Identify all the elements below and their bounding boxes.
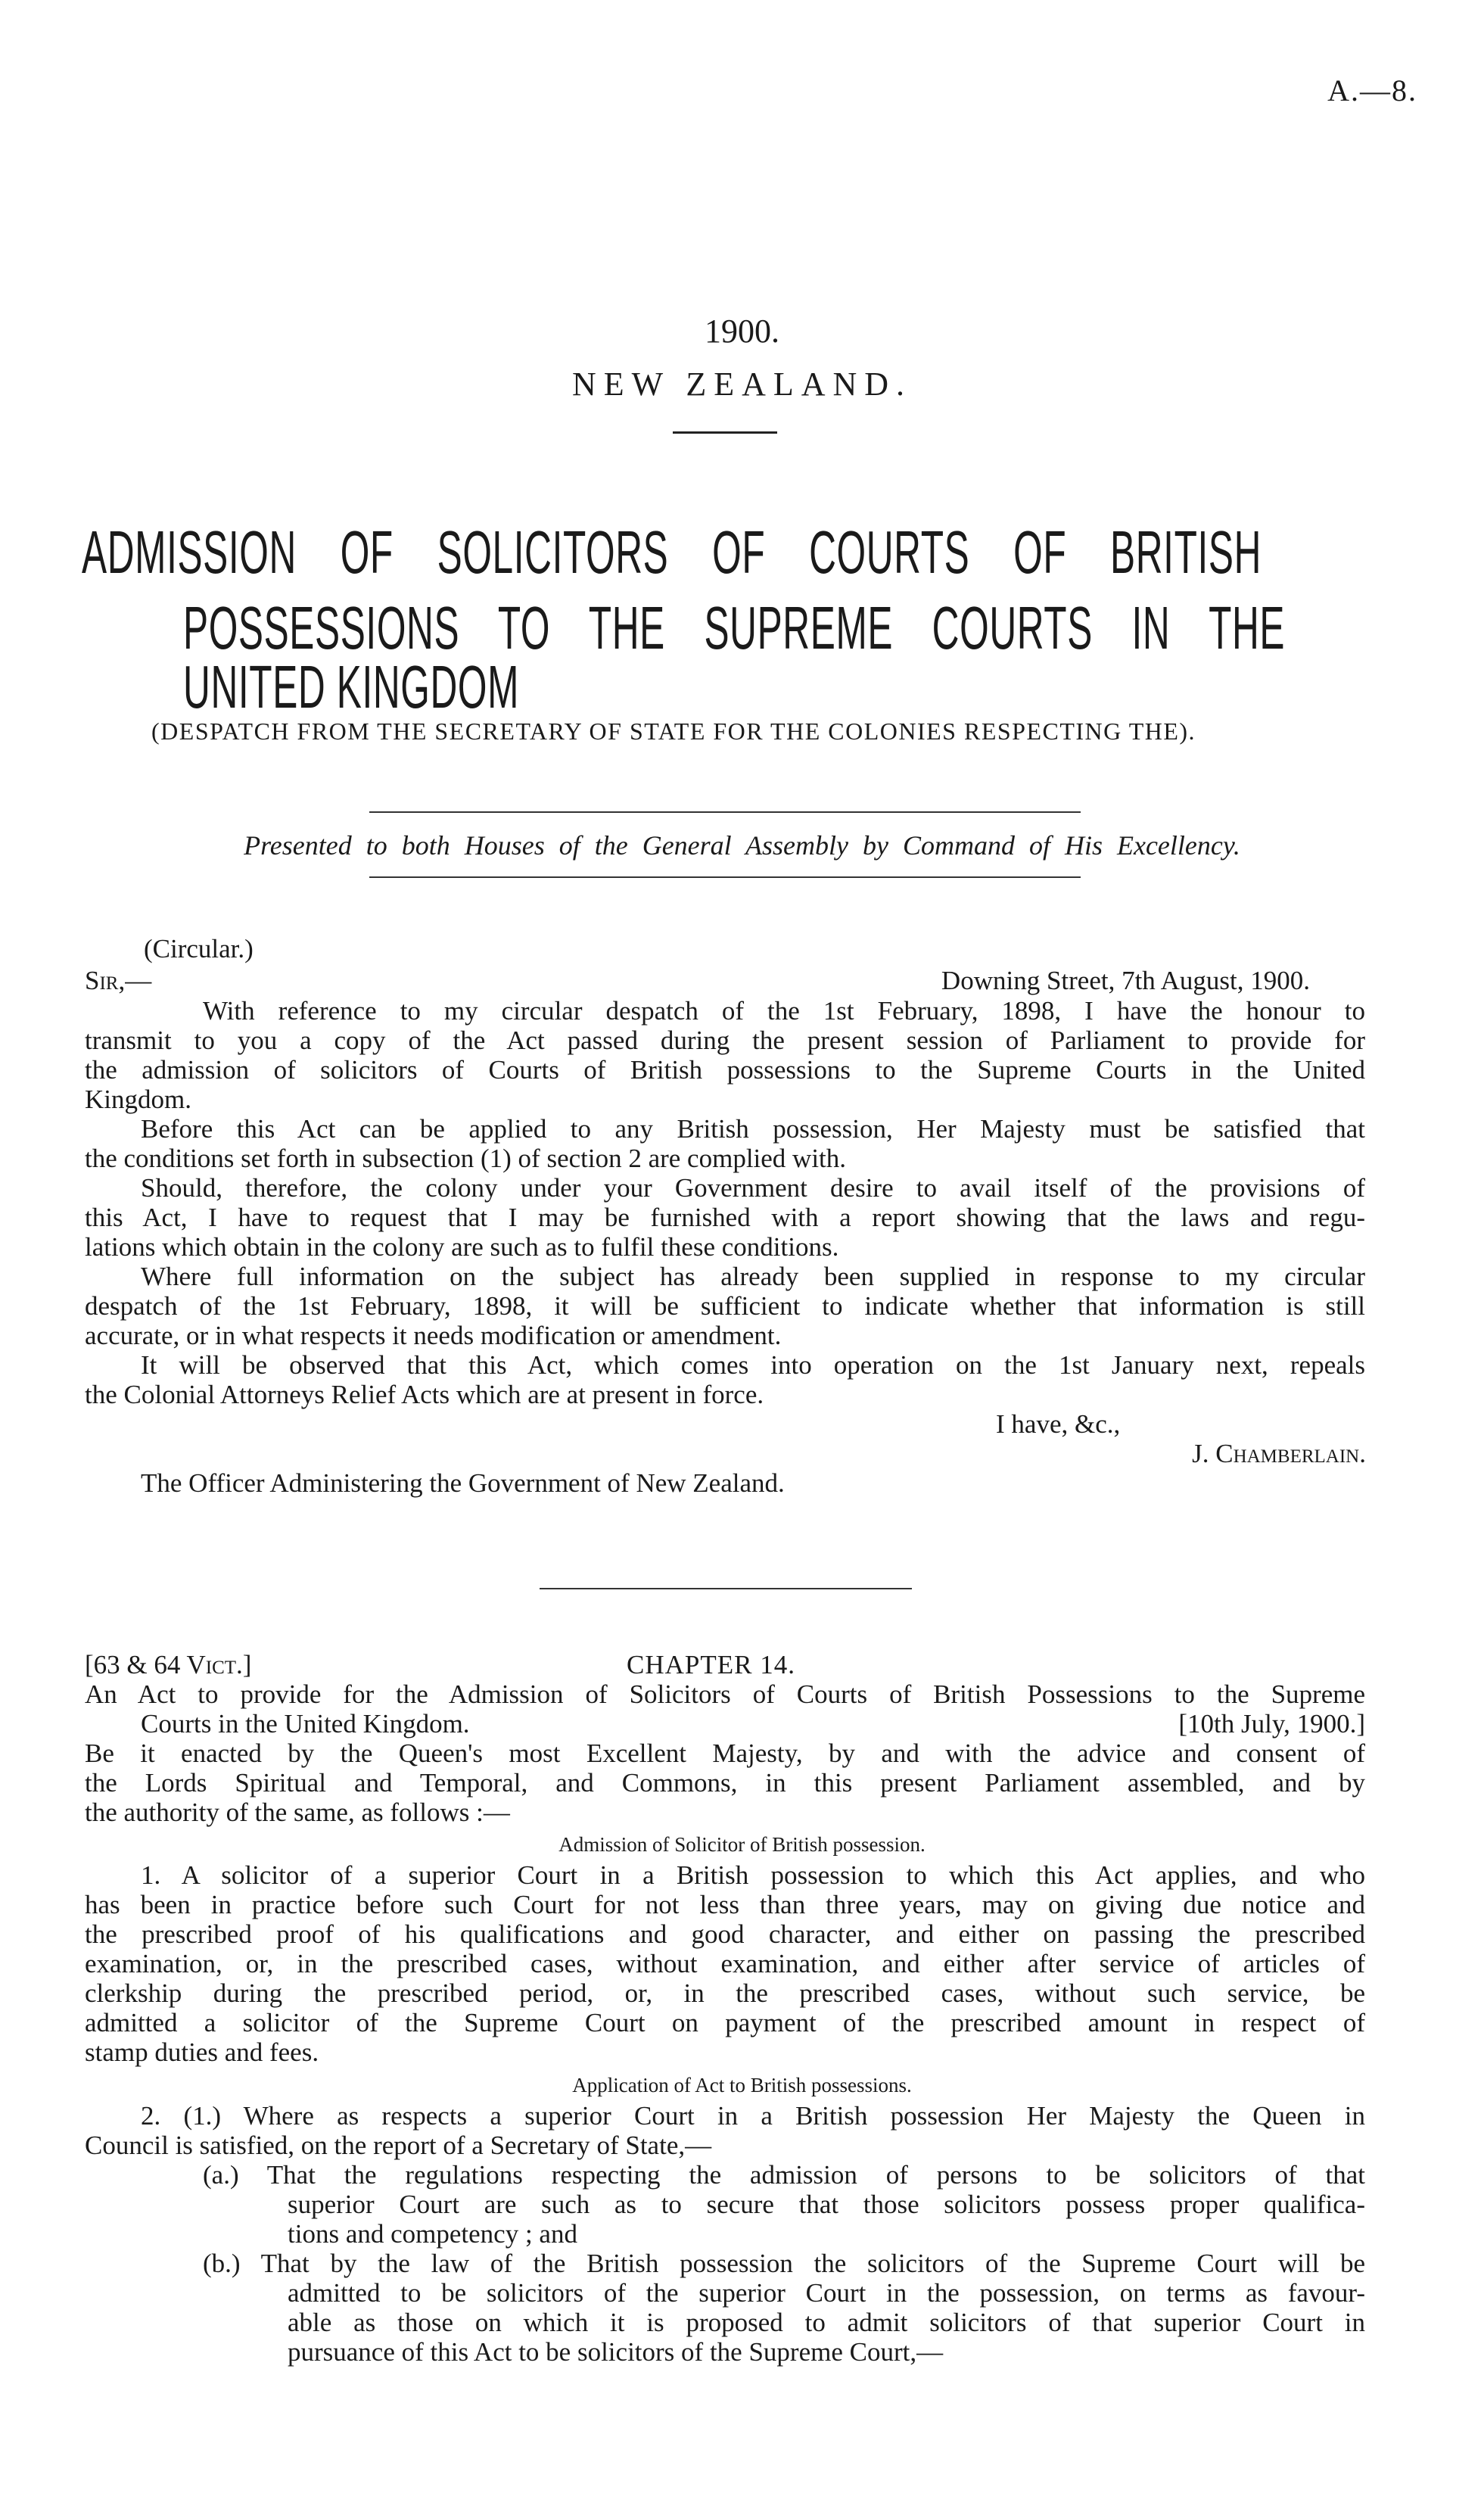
enacting-line: the authority of the same, as follows :— <box>85 1798 510 1827</box>
closing-line: I have, &c., <box>996 1409 1121 1439</box>
paragraph-line: Should, therefore, the colony under your Government desire to avail itself of the provisions of <box>141 1173 1365 1203</box>
long-title-line: An Act to provide for the Admission of Solicitors of Courts of British Possessions to the Supreme <box>85 1679 1365 1709</box>
presented-line: Presented to both Houses of the General Assembly by Command of His Excellency. <box>244 830 1240 861</box>
clause-line: able as those on which it is proposed to admit solicitors of that superior Court in <box>288 2308 1365 2337</box>
clause-line: superior Court are such as to secure that those solicitors possess proper qualifica- <box>288 2190 1365 2219</box>
paragraph-line: Before this Act can be applied to any British possession, Her Majesty must be satisfied that <box>141 1114 1365 1144</box>
circular-label: (Circular.) <box>144 934 254 963</box>
paragraph-line: transmit to you a copy of the Act passed during the present session of Parliament to provide for <box>85 1026 1365 1055</box>
divider-rule <box>369 876 1081 878</box>
paragraph-line: the conditions set forth in subsection (1) of section 2 are complied with. <box>85 1144 847 1173</box>
divider-rule <box>673 431 777 434</box>
section-line: clerkship during the prescribed period, or, in the prescribed cases, without such service, be <box>85 1978 1365 2008</box>
divider-rule <box>369 811 1081 813</box>
country-heading: NEW ZEALAND. <box>571 366 913 403</box>
long-title-line: Courts in the United Kingdom. <box>141 1709 470 1738</box>
section-line: 2. (1.) Where as respects a superior Court in a British possession Her Majesty the Queen in <box>141 2101 1365 2131</box>
signature: J. Chamberlain. <box>1192 1439 1366 1468</box>
enacting-line: the Lords Spiritual and Temporal, and Commons, in this present Parliament assembled, and by <box>85 1768 1365 1798</box>
paragraph-line: It will be observed that this Act, which comes into operation on the 1st January next, repeals <box>141 1350 1365 1380</box>
paragraph-line: the Colonial Attorneys Relief Acts which are at present in force. <box>85 1380 764 1409</box>
section-line: has been in practice before such Court for not less than three years, may on giving due notice and <box>85 1890 1365 1919</box>
clause-line: (a.) That the regulations respecting the admission of persons to be solicitors of that <box>203 2160 1365 2190</box>
chapter-heading: CHAPTER 14. <box>627 1650 795 1679</box>
document-title-line-1: ADMISSION OF SOLICITORS OF COURTS OF BRITISH <box>82 518 1262 586</box>
clause-line: admitted to be solicitors of the superior Court in the possession, on terms as favour- <box>288 2278 1365 2308</box>
regnal-year: [63 & 64 Vict.] <box>85 1650 252 1679</box>
section-line: stamp duties and fees. <box>85 2037 319 2067</box>
enacting-line: Be it enacted by the Queen's most Excellent Majesty, by and with the advice and consent of <box>85 1738 1365 1768</box>
addressee: The Officer Administering the Government of New Zealand. <box>141 1468 785 1498</box>
paragraph-line: the admission of solicitors of Courts of British possessions to the Supreme Courts in the United <box>85 1055 1365 1085</box>
clause-line: (b.) That by the law of the British possession the solicitors of the Supreme Court will be <box>203 2249 1365 2278</box>
divider-rule <box>540 1588 912 1589</box>
year-heading: 1900. <box>705 313 779 350</box>
clause-line: pursuance of this Act to be solicitors of the Supreme Court,— <box>288 2337 944 2367</box>
page-reference: A.—8. <box>1327 73 1417 107</box>
section-heading: Application of Act to British possessions. <box>572 2074 912 2096</box>
location-date: Downing Street, 7th August, 1900. <box>941 966 1310 995</box>
section-line: the prescribed proof of his qualifications and good character, and either on passing the prescribed <box>85 1919 1365 1949</box>
paragraph-line: despatch of the 1st February, 1898, it will be sufficient to indicate whether that information is still <box>85 1291 1365 1321</box>
document-subtitle: (DESPATCH FROM THE SECRETARY OF STATE FOR THE COLONIES RESPECTING THE). <box>151 717 1196 745</box>
paragraph-line: this Act, I have to request that I may be furnished with a report showing that the laws and regu- <box>85 1203 1365 1232</box>
paragraph-line: Kingdom. <box>85 1085 191 1114</box>
salutation: Sir,— <box>85 966 152 995</box>
section-heading: Admission of Solicitor of British possession. <box>558 1833 926 1856</box>
assent-date: [10th July, 1900.] <box>1178 1709 1365 1738</box>
paragraph-line: Where full information on the subject has already been supplied in response to my circular <box>141 1262 1365 1291</box>
paragraph-line: lations which obtain in the colony are such as to fulfil these conditions. <box>85 1232 839 1262</box>
clause-line: tions and competency ; and <box>288 2219 577 2249</box>
section-line: Council is satisfied, on the report of a Secretary of State,— <box>85 2131 712 2160</box>
section-line: admitted a solicitor of the Supreme Court on payment of the prescribed amount in respect of <box>85 2008 1365 2037</box>
section-line: examination, or, in the prescribed cases, without examination, and either after service of articles of <box>85 1949 1365 1978</box>
section-line: 1. A solicitor of a superior Court in a British possession to which this Act applies, and who <box>141 1860 1365 1890</box>
paragraph-line: With reference to my circular despatch of the 1st February, 1898, I have the honour to <box>203 996 1365 1026</box>
document-title-line-3: UNITED KINGDOM <box>183 653 520 721</box>
document-title-line-2: POSSESSIONS TO THE SUPREME COURTS IN THE <box>183 594 1286 661</box>
paragraph-line: accurate, or in what respects it needs modification or amendment. <box>85 1321 782 1350</box>
